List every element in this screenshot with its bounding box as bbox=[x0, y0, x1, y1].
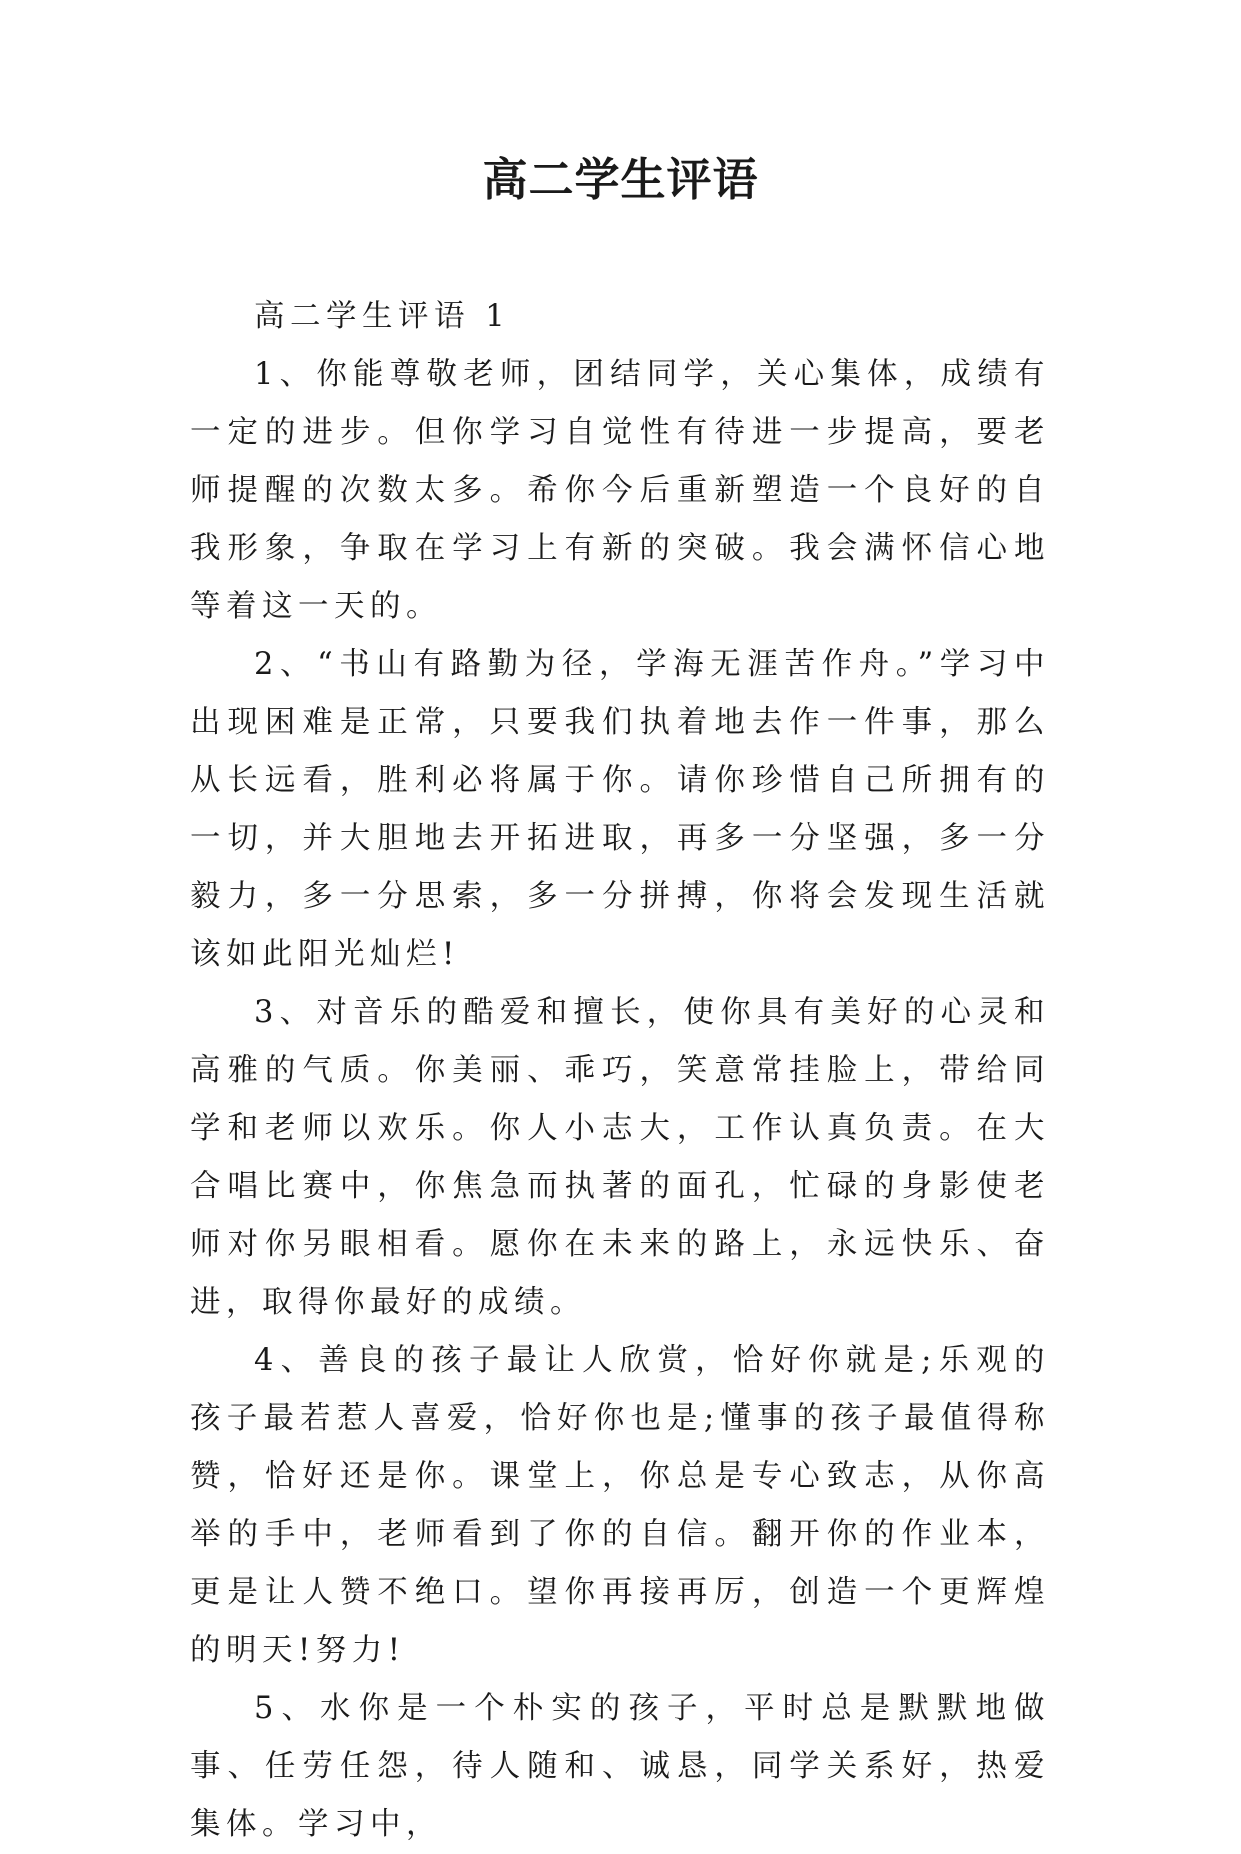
paragraph-3: 3、对音乐的酷爱和擅长，使你具有美好的心灵和高雅的气质。你美丽、乖巧，笑意常挂脸上，带给同学和老师以欢乐。你人小志大，工作认真负责。在大合唱比赛中，你焦急而执著的面孔，忙碌的身影使老师对你另眼相看。愿你在未来的路上，永远快乐、奋进，取得你最好的成绩。 bbox=[190, 995, 1050, 1320]
section-heading: 高二学生评语 1 bbox=[254, 299, 511, 334]
paragraph-2: 2、“书山有路勤为径，学海无涯苦作舟。”学习中出现困难是正常，只要我们执着地去作一件事，那么从长远看，胜利必将属于你。请你珍惜自己所拥有的一切，并大胆地去开拓进取，再多一分坚强，多一分毅力，多一分思索，多一分拼搏，你将会发现生活就该如此阳光灿烂! bbox=[190, 647, 1050, 972]
paragraph-5: 5、水你是一个朴实的孩子，平时总是默默地做事、任劳任怨，待人随和、诚恳，同学关系好，热爱集体。学习中， bbox=[190, 1691, 1050, 1842]
document-body bbox=[190, 288, 1050, 1854]
paragraph-4: 4、善良的孩子最让人欣赏，恰好你就是;乐观的孩子最若惹人喜爱，恰好你也是;懂事的孩子最值得称赞，恰好还是你。课堂上，你总是专心致志，从你高举的手中，老师看到了你的自信。翻开你的作业本，更是让人赞不绝口。望你再接再厉，创造一个更辉煌的明天!努力! bbox=[190, 1343, 1050, 1668]
paragraph-1: 1、你能尊敬老师，团结同学，关心集体，成绩有一定的进步。但你学习自觉性有待进一步提高，要老师提醒的次数太多。希你今后重新塑造一个良好的自我形象，争取在学习上有新的突破。我会满怀信心地等着这一天的。 bbox=[190, 357, 1050, 624]
document-title: 高二学生评语 bbox=[482, 153, 759, 206]
